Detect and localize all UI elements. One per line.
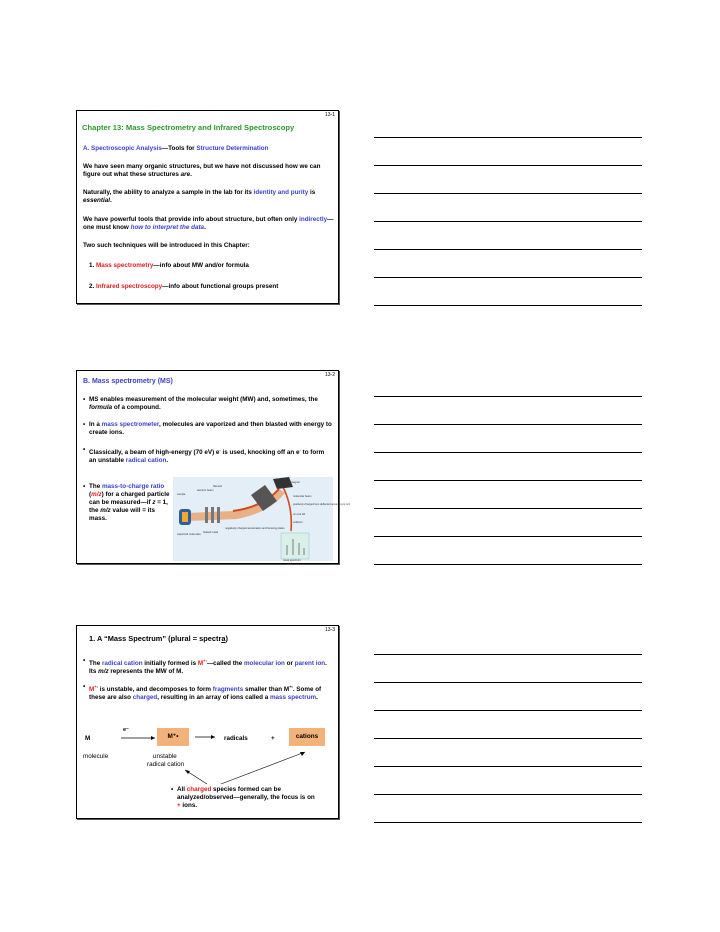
note-line bbox=[374, 137, 642, 138]
list-item-1: 1. Mass spectrometry—info about MW and/or formula bbox=[89, 262, 249, 269]
note-line bbox=[374, 480, 642, 481]
slide-number: 13-2 bbox=[324, 372, 335, 378]
note-line bbox=[374, 452, 642, 453]
slide-title: Chapter 13: Mass Spectrometry and Infrared Spectroscopy bbox=[82, 123, 295, 132]
scheme-electron: e⁻ bbox=[123, 727, 129, 733]
bullet-1: • MS enables measurement of the molecular weight (MW) and, sometimes, the formula of a compound. bbox=[83, 396, 318, 411]
note-line bbox=[374, 396, 642, 397]
note-line bbox=[374, 710, 642, 711]
arrow bbox=[193, 728, 217, 746]
note-line bbox=[374, 794, 642, 795]
note-line bbox=[374, 766, 642, 767]
note-line bbox=[374, 221, 642, 222]
note-line bbox=[374, 193, 642, 194]
bullet-1: • The radical cation initially formed is M+•—called the molecular ion or parent ion. Its m/z represents the MW of M. bbox=[83, 657, 327, 676]
paragraph-2: Naturally, the ability to analyze a sample in the lab for its identity and purity is essential. bbox=[83, 189, 316, 204]
note-line bbox=[374, 165, 642, 166]
scheme-radical-cation-label: radical cation bbox=[147, 761, 185, 768]
scheme-radicals: radicals bbox=[224, 735, 248, 742]
scheme-m: M bbox=[85, 735, 91, 742]
mass-spectrometer-diagram bbox=[173, 477, 351, 562]
scheme-molecular-ion-box: M⁺• bbox=[157, 728, 189, 746]
note-line bbox=[374, 654, 642, 655]
slide-title: 1. A “Mass Spectrum” (plural = spectra) bbox=[89, 634, 228, 643]
note-line bbox=[374, 564, 642, 565]
paragraph-1: We have seen many organic structures, but we have not discussed how we can figure out what these structures are. bbox=[83, 163, 321, 178]
note-line bbox=[374, 305, 642, 306]
note-line bbox=[374, 822, 642, 823]
slide-title: B. Mass spectrometry (MS) bbox=[83, 378, 173, 385]
bullet-2: • In a mass spectrometer, molecules are vaporized and then blasted with energy to create ions. bbox=[83, 421, 332, 436]
scheme-cations-box: cations bbox=[289, 728, 325, 746]
slide-number: 13-3 bbox=[324, 627, 335, 633]
figure-label: filament bbox=[213, 485, 223, 488]
figure-label: molecular beam bbox=[293, 495, 312, 498]
figure-label: heated metal bbox=[203, 531, 218, 534]
scheme-plus: + bbox=[271, 735, 275, 742]
pointer-arrows bbox=[177, 746, 307, 786]
list-item-2: 2. Infrared spectroscopy—info about functional groups present bbox=[89, 283, 279, 290]
figure-label: sample bbox=[177, 493, 186, 496]
figure-label: negatively charged acceleration and focusing plates bbox=[225, 527, 285, 530]
note-line bbox=[374, 277, 642, 278]
note-line bbox=[374, 249, 642, 250]
note-line bbox=[374, 536, 642, 537]
scheme-molecule-label: molecule bbox=[83, 753, 109, 760]
figure-label: electron beam bbox=[197, 489, 214, 492]
note-line bbox=[374, 682, 642, 683]
section-heading: A. Spectroscopic Analysis—Tools for Structure Determination bbox=[83, 145, 269, 152]
figure-label: mass spectrum bbox=[283, 559, 301, 562]
bullet-3: • Classically, a beam of high-energy (70 eV) e- is used, knocking off an e- to form an unstable radical cation. bbox=[83, 446, 325, 465]
slide-13-1 bbox=[76, 110, 339, 304]
bullet-4: • The mass-to-charge ratio (m/z) for a charged particle can be measured—if z = 1, the m/z value will = its mass. bbox=[83, 483, 170, 522]
note-line bbox=[374, 738, 642, 739]
note: • All charged species formed can be analyzed/observed—generally, the focus is on + ions. bbox=[171, 786, 315, 809]
figure-label: collector bbox=[293, 521, 303, 524]
bullet-2: • M+• is unstable, and decomposes to form fragments smaller than M+•. Some of these are also charged, resulting in an array of ions called a mass spectrum. bbox=[83, 683, 322, 702]
note-line bbox=[374, 508, 642, 509]
slide-13-3 bbox=[76, 625, 339, 819]
scheme-unstable-label: unstable bbox=[153, 753, 177, 760]
note-line bbox=[374, 424, 642, 425]
paragraph-3: We have powerful tools that provide info about structure, but often only indirectly—one must know how to interpret the data. bbox=[83, 216, 334, 231]
figure-label: magnet bbox=[291, 481, 300, 484]
figure-label: ion exit slit bbox=[293, 513, 306, 516]
figure-label: vaporized molecules bbox=[177, 533, 201, 536]
figure-label: positively charged ions deflected according to m/z bbox=[293, 503, 351, 506]
slide-number: 13-1 bbox=[324, 112, 335, 118]
slide-13-2 bbox=[76, 370, 351, 564]
paragraph-4: Two such techniques will be introduced in this Chapter: bbox=[83, 242, 250, 249]
